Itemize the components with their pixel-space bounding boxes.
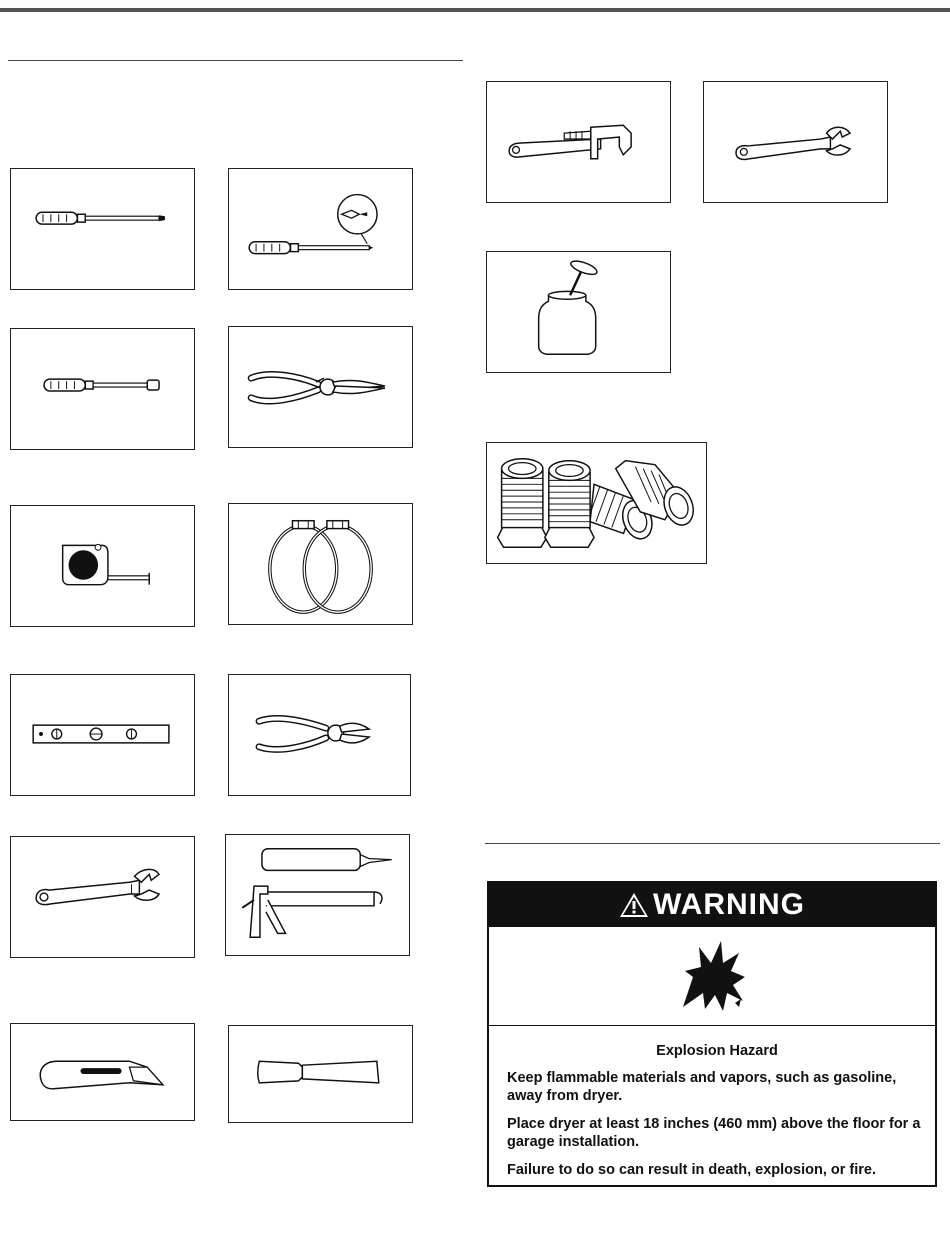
- level-icon: [11, 675, 194, 795]
- tool-duct-clamps: [228, 503, 413, 625]
- pipe-wrench-icon: [487, 82, 670, 202]
- warning-box: [487, 881, 937, 1187]
- adjustable-wrench-icon: [11, 837, 194, 957]
- tool-pipe-joint-compound: [486, 251, 671, 373]
- tool-utility-knife: [10, 1023, 195, 1121]
- pliers-icon: [229, 675, 410, 795]
- utility-knife-icon: [11, 1024, 194, 1120]
- tool-tape-measure: [10, 505, 195, 627]
- vent-kit-2: [545, 461, 594, 548]
- alert-triangle-icon: [619, 891, 649, 919]
- vent-kit-1: [498, 459, 547, 548]
- tool-putty-knife: [228, 1025, 413, 1123]
- tape-measure-icon: [11, 506, 194, 626]
- pipe-joint-compound-icon: [487, 252, 670, 372]
- tool-dryer-vent-kits: [486, 442, 707, 564]
- tool-nut-driver: [10, 328, 195, 450]
- phillips-screwdriver-icon: [229, 169, 412, 289]
- tool-tin-snips: [228, 326, 413, 448]
- flat-screwdriver-icon: [11, 169, 194, 289]
- section-rule-left: [8, 60, 463, 61]
- putty-knife-icon: [229, 1026, 412, 1122]
- tool-level: [10, 674, 195, 796]
- warning-line-2: Place dryer at least 18 inches (460 mm) above the floor for a garage installation.: [507, 1116, 921, 1150]
- tool-caulking-gun: [225, 834, 410, 956]
- adjustable-wrench-small-icon: [704, 82, 887, 202]
- explosion-icon: [679, 937, 749, 1015]
- warning-body: [507, 1029, 927, 1179]
- section-rule-right: [485, 843, 940, 844]
- tool-phillips-screwdriver: [228, 168, 413, 290]
- warning-line-3: Failure to do so can result in death, explosion, or fire.: [507, 1162, 877, 1178]
- warning-header: [489, 883, 935, 927]
- warning-title: WARNING: [653, 888, 805, 921]
- warning-hazard-title: Explosion Hazard: [656, 1043, 778, 1059]
- tool-adjustable-wrench-small: [703, 81, 888, 203]
- tin-snips-icon: [229, 327, 412, 447]
- dryer-vent-kits-icon: [487, 443, 706, 563]
- tool-adjustable-wrench: [10, 836, 195, 958]
- warning-line-1: Keep flammable materials and vapors, such as gasoline, away from dryer.: [507, 1070, 897, 1104]
- page-top-bar: [0, 8, 950, 12]
- duct-clamps-icon: [229, 504, 412, 624]
- warning-icon-panel: [489, 927, 935, 1026]
- tool-flat-screwdriver: [10, 168, 195, 290]
- tool-pipe-wrench: [486, 81, 671, 203]
- nut-driver-icon: [11, 329, 194, 449]
- tool-pliers: [228, 674, 411, 796]
- caulking-gun-icon: [226, 835, 409, 955]
